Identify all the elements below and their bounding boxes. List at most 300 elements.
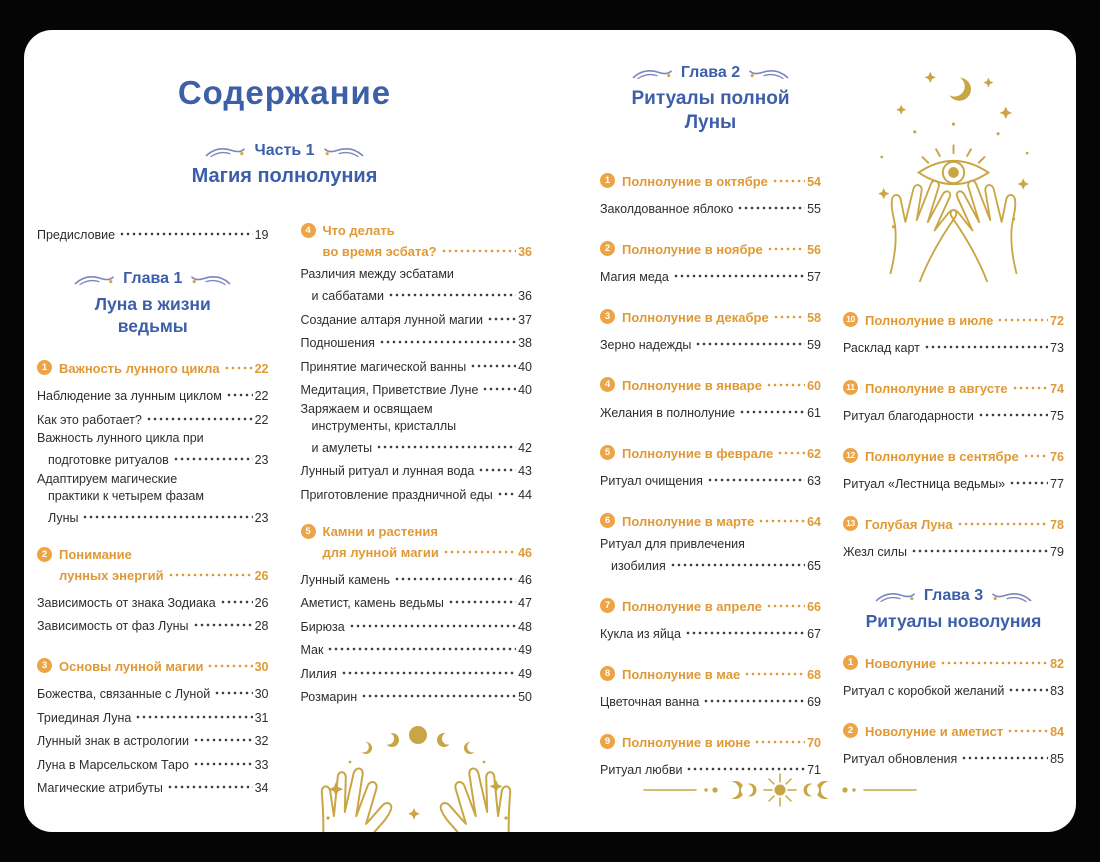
section-number-badge: 1 [600, 173, 615, 188]
page-number: 42 [518, 440, 532, 455]
section-number-badge: 1 [843, 655, 858, 670]
section-number-badge: 5 [301, 524, 316, 539]
dot-leader [193, 728, 253, 745]
hands-eye-moon-illustration [843, 64, 1064, 282]
page-number: 61 [807, 406, 821, 420]
dot-leader [394, 567, 516, 584]
dot-leader [758, 509, 805, 526]
page-number: 33 [254, 757, 269, 772]
dot-leader [777, 441, 805, 458]
flourish-icon [74, 273, 114, 286]
toc-text: Полнолуние в июле [865, 313, 994, 328]
toc-text: Триединая Луна [37, 710, 132, 725]
page-number: 83 [1050, 684, 1064, 698]
toc-text: Полнолуние в октябре [622, 174, 768, 189]
page-number: 26 [254, 568, 269, 583]
toc-text: Лунный ритуал и лунная вода [300, 464, 475, 478]
toc-entry [37, 613, 269, 635]
page-number: 22 [254, 362, 269, 376]
chapter-header [37, 270, 269, 337]
toc-entry [301, 377, 533, 399]
page-number: 66 [807, 600, 821, 614]
page-number: 54 [807, 175, 821, 189]
toc-section-title [600, 441, 821, 463]
toc-entry [301, 458, 533, 480]
moon-sun-divider-ornament [640, 766, 920, 819]
toc-text: Приготовление праздничной еды [300, 487, 493, 502]
toc-text: лунных энергий [59, 567, 164, 583]
toc-entry [843, 539, 1064, 561]
dot-leader [193, 752, 253, 769]
toc-text: подготовке ритуалов [48, 453, 169, 467]
toc-text: Как это работает? [37, 412, 142, 427]
page-number: 71 [807, 763, 821, 777]
toc-text: изобилия [611, 559, 666, 573]
dot-leader [773, 305, 805, 322]
section-number-badge: 3 [37, 658, 52, 673]
toc-entry [600, 196, 821, 218]
toc-section-title [600, 594, 821, 616]
left-page [24, 30, 550, 832]
page-number: 59 [807, 338, 821, 352]
toc-entry [37, 383, 269, 405]
toc-text: Аметист, камень ведьмы [300, 596, 444, 610]
part-title: Магия полнолуния [191, 165, 378, 187]
dot-leader [1012, 376, 1048, 393]
section-number-badge: 2 [600, 241, 615, 256]
page-number: 84 [1050, 725, 1064, 739]
part-label: Часть 1 [254, 142, 315, 159]
toc-text: Ритуал с коробкой желаний [843, 684, 1005, 698]
toc-text: Зависимость от фаз Луны [37, 619, 189, 633]
toc-text: практики к четырем фазам [48, 488, 204, 503]
toc-text: во время эсбата? [322, 244, 437, 259]
toc-text: Что делать [322, 223, 395, 238]
toc-section-title [843, 308, 1064, 330]
toc-text: Кукла из яйца [600, 627, 681, 641]
page-number: 62 [807, 447, 821, 461]
section-number-badge: 4 [301, 223, 316, 238]
toc-section-title [600, 662, 821, 684]
page-number: 31 [254, 710, 269, 725]
section-number-badge: 3 [600, 309, 615, 324]
page-number: 23 [254, 453, 269, 467]
page-number: 68 [807, 668, 821, 682]
chapter-header [843, 587, 1064, 632]
toc-text: Полнолуние в сентябре [865, 449, 1019, 464]
chapter-title: Луна в жизни ведьмы [94, 294, 211, 336]
toc-text: Лунный знак в астрологии [37, 734, 189, 748]
dot-leader [327, 637, 516, 654]
page-number: 65 [807, 559, 821, 573]
dot-leader [1009, 471, 1048, 488]
toc-entry [843, 746, 1064, 768]
dot-leader [168, 563, 253, 580]
dot-leader [478, 458, 516, 475]
toc-section-title [600, 169, 821, 191]
toc-text: и амулеты [311, 440, 373, 455]
toc-section-title [843, 376, 1064, 398]
page-number: 73 [1050, 341, 1064, 355]
toc-entry [600, 264, 821, 286]
toc-text: Божества, связанные с Луной [37, 687, 211, 701]
toc-entry [301, 637, 533, 659]
toc-entry [843, 678, 1064, 700]
toc-text: Цветочная ванна [600, 695, 700, 709]
page-number: 47 [518, 596, 532, 610]
page-number: 67 [807, 627, 821, 641]
toc-text: Мак [300, 643, 324, 657]
toc-entry [301, 307, 533, 329]
toc-text: Расклад карт [843, 341, 920, 355]
toc-title: Содержание [177, 74, 392, 111]
toc-text: Жезл силы [843, 545, 907, 559]
section-number-badge: 11 [843, 380, 858, 395]
page-number: 50 [518, 690, 532, 704]
toc-entry [301, 614, 533, 636]
toc-text: и саббатами [311, 289, 384, 303]
dot-leader [146, 407, 253, 424]
toc-entry [37, 752, 269, 774]
flourish-icon [205, 145, 245, 158]
page-number: 72 [1050, 314, 1064, 328]
dot-leader [82, 505, 252, 522]
section-number-badge: 1 [37, 360, 52, 375]
section-number-badge: 5 [600, 445, 615, 460]
toc-text: Новолуние и аметист [865, 724, 1004, 739]
toc-text: Наблюдение за лунным циклом [37, 389, 222, 403]
toc-entry [301, 590, 533, 612]
section-number-badge: 13 [843, 516, 858, 531]
flourish-icon [992, 590, 1032, 603]
toc-entry [301, 684, 533, 706]
page-number: 36 [518, 245, 532, 259]
dot-leader [766, 594, 805, 611]
toc-section-title [600, 305, 821, 327]
toc-text: Лилия [300, 666, 337, 681]
dot-leader [226, 383, 253, 400]
dot-leader [207, 654, 252, 671]
dot-leader [448, 590, 516, 607]
section-number-badge: 7 [600, 598, 615, 613]
toc-entry [37, 407, 269, 429]
page-number: 78 [1050, 518, 1064, 532]
toc-text: для лунной магии [322, 544, 439, 560]
flourish-icon [191, 273, 231, 286]
toc-text: Адаптируем магические [37, 471, 178, 486]
toc-entry [301, 661, 533, 683]
section-number-badge: 2 [843, 723, 858, 738]
dot-leader [957, 512, 1049, 529]
toc-text: Ритуал любви [600, 763, 683, 777]
toc-text: Ритуал благодарности [843, 409, 974, 423]
dot-leader [173, 447, 253, 464]
toc-text: Полнолуние в январе [622, 378, 762, 393]
chapter-label: Глава 1 [123, 270, 183, 287]
toc-text: Желания в полнолуние [600, 406, 736, 420]
part-header [37, 142, 532, 188]
dot-leader [737, 196, 805, 213]
page-number: 76 [1050, 450, 1064, 464]
toc-column-left-2 [301, 222, 533, 832]
dot-leader [167, 775, 253, 792]
page-number: 46 [518, 545, 532, 560]
dot-leader [349, 614, 516, 631]
toc-column-left-1 [37, 222, 269, 832]
flourish-icon [749, 67, 789, 80]
flourish-icon [324, 145, 364, 158]
toc-section-title [301, 523, 533, 562]
page-number: 26 [254, 595, 269, 610]
page-number: 38 [518, 336, 532, 350]
dot-leader [361, 684, 516, 701]
toc-column-right-1 [600, 64, 821, 781]
dot-leader [767, 237, 805, 254]
toc-text: Ритуал «Лестница ведьмы» [843, 477, 1006, 491]
chapter-title: Ритуалы полной Луны [631, 88, 790, 133]
toc-text: Принятие магической ванны [300, 359, 467, 374]
toc-text: Полнолуние в августе [865, 381, 1008, 396]
toc-text: Различия между эсбатами [300, 267, 454, 281]
toc-text: Розмарин [300, 690, 358, 704]
chapter-header [600, 64, 821, 135]
page-number: 32 [254, 734, 269, 748]
toc-text: Понимание [59, 546, 132, 562]
dot-leader [670, 553, 805, 570]
chapter-label: Глава 2 [680, 64, 741, 81]
page-number: 55 [807, 202, 821, 216]
toc-column-right-2 [843, 64, 1064, 781]
dot-leader [940, 651, 1048, 668]
chapter-title: Ритуалы новолуния [865, 611, 1042, 631]
section-number-badge: 8 [600, 666, 615, 681]
toc-text: Полнолуние в ноябре [622, 242, 763, 257]
dot-leader [341, 661, 516, 678]
toc-text: Создание алтаря лунной магии [300, 312, 484, 327]
toc-text: Заряжаем и освящаем [300, 401, 433, 416]
page-number: 19 [254, 228, 269, 242]
toc-entry [37, 430, 269, 469]
chapter-label: Глава 3 [923, 587, 984, 604]
page-number: 30 [254, 687, 269, 701]
dot-leader [388, 283, 516, 300]
dot-leader [487, 307, 516, 324]
toc-entry [37, 222, 269, 244]
toc-text: Зависимость от знака Зодиака [37, 595, 216, 610]
page-number: 70 [807, 736, 821, 750]
toc-section-title [600, 373, 821, 395]
page-number: 58 [807, 311, 821, 325]
dot-leader [1008, 678, 1048, 695]
dot-leader [766, 373, 805, 390]
toc-text: Камни и растения [322, 523, 438, 539]
toc-entry [37, 681, 269, 703]
toc-entry [301, 567, 533, 589]
section-number-badge: 6 [600, 513, 615, 528]
toc-section-title [843, 444, 1064, 466]
page-number: 79 [1050, 545, 1064, 559]
toc-text: Полнолуние в феврале [622, 446, 774, 461]
dot-leader [441, 239, 517, 256]
toc-section-title [843, 512, 1064, 534]
toc-text: Полнолуние в марте [622, 514, 755, 529]
dot-leader [685, 621, 805, 638]
page-number: 57 [807, 270, 821, 284]
page-number: 63 [807, 474, 821, 488]
toc-entry [301, 482, 533, 504]
toc-text: Бирюза [300, 619, 345, 634]
page-number: 75 [1050, 409, 1064, 423]
toc-text: Заколдованное яблоко [600, 202, 734, 216]
page-number: 43 [518, 464, 532, 478]
page-number: 64 [807, 515, 821, 529]
toc-entry [600, 689, 821, 711]
toc-text: Подношения [300, 336, 375, 350]
toc-entry [37, 590, 269, 612]
dot-leader [754, 730, 805, 747]
page-number: 74 [1050, 382, 1064, 396]
toc-text: Новолуние [865, 656, 937, 671]
page-number: 37 [518, 312, 532, 327]
toc-entry [600, 400, 821, 422]
toc-section-title [37, 654, 269, 676]
dot-leader [961, 746, 1048, 763]
toc-text: Медитация, Приветствие Луне [300, 383, 479, 397]
toc-section-title [600, 237, 821, 259]
toc-text: Луны [48, 510, 79, 525]
dot-leader [214, 681, 252, 698]
dot-leader [924, 335, 1048, 352]
dot-leader [707, 468, 805, 485]
toc-entry [600, 621, 821, 643]
toc-text: Предисловие [37, 228, 116, 242]
dot-leader [119, 222, 252, 239]
toc-section-title [37, 356, 269, 378]
dot-leader [978, 403, 1048, 420]
section-number-badge: 9 [600, 734, 615, 749]
toc-section-title [37, 546, 269, 585]
dot-leader [1023, 444, 1048, 461]
dot-leader [379, 330, 516, 347]
page-number: 60 [807, 379, 821, 393]
toc-entry [600, 332, 821, 354]
page-number: 40 [518, 359, 532, 374]
right-page [550, 30, 1076, 832]
dot-leader [376, 435, 516, 452]
dot-leader [739, 400, 805, 417]
flourish-icon [875, 590, 915, 603]
page-number: 22 [254, 412, 269, 427]
toc-text: Ритуал для привлечения [600, 537, 745, 551]
toc-text: инструменты, кристаллы [311, 418, 457, 433]
toc-text: Магические атрибуты [37, 781, 163, 795]
page-number: 85 [1050, 752, 1064, 766]
toc-entry [301, 266, 533, 305]
toc-text: Лунный камень [300, 572, 390, 587]
page-number: 77 [1050, 477, 1064, 491]
toc-section-title [301, 222, 533, 261]
toc-text: Полнолуние в июне [622, 735, 751, 750]
toc-entry [301, 401, 533, 457]
hands-moon-phases-illustration [301, 722, 533, 832]
toc-entry [600, 468, 821, 490]
page-number: 46 [518, 572, 532, 587]
dot-leader [497, 482, 516, 499]
toc-entry [37, 728, 269, 750]
dot-leader [443, 540, 516, 557]
page-number: 48 [518, 619, 532, 634]
toc-text: Ритуал очищения [600, 474, 703, 488]
dot-leader [135, 705, 252, 722]
page-number: 44 [518, 487, 532, 502]
toc-entry [843, 335, 1064, 357]
toc-text: Луна в Марсельском Таро [37, 757, 189, 772]
toc-text: Полнолуние в мае [622, 667, 741, 682]
toc-entry [301, 354, 533, 376]
toc-text: Основы лунной магии [59, 659, 204, 674]
dot-leader [482, 377, 516, 394]
page-number: 30 [254, 660, 269, 674]
toc-text: Зерно надежды [600, 338, 692, 352]
page-number: 82 [1050, 657, 1064, 671]
dot-leader [1007, 719, 1048, 736]
toc-text: Важность лунного цикла [59, 361, 220, 376]
section-number-badge: 10 [843, 312, 858, 327]
dot-leader [911, 539, 1048, 556]
page-number: 22 [254, 389, 269, 403]
toc-entry [37, 471, 269, 527]
toc-section-title [843, 651, 1064, 673]
dot-leader [220, 590, 253, 607]
page-number: 49 [518, 643, 532, 657]
page-number: 36 [518, 289, 532, 303]
toc-section-title [843, 719, 1064, 741]
toc-section-title [600, 730, 821, 752]
section-number-badge: 2 [37, 547, 52, 562]
toc-text: Полнолуние в декабре [622, 310, 769, 325]
toc-text: Ритуал обновления [843, 752, 958, 766]
toc-entry [37, 775, 269, 797]
toc-entry [843, 471, 1064, 493]
dot-leader [224, 356, 253, 373]
toc-text: Важность лунного цикла при [37, 431, 204, 445]
book-spread [24, 30, 1076, 832]
dot-leader [193, 613, 253, 630]
toc-entry [843, 403, 1064, 425]
dot-leader [695, 332, 805, 349]
page-number: 56 [807, 243, 821, 257]
page-number: 23 [254, 510, 269, 525]
section-number-badge: 12 [843, 448, 858, 463]
toc-text: Полнолуние в апреле [622, 599, 762, 614]
page-number: 69 [807, 695, 821, 709]
toc-entry [301, 330, 533, 352]
toc-entry [600, 536, 821, 575]
dot-leader [673, 264, 805, 281]
page-number: 49 [518, 666, 532, 681]
dot-leader [744, 662, 805, 679]
toc-text: Голубая Луна [865, 517, 953, 532]
page-number: 34 [254, 781, 269, 795]
toc-text: Магия меда [600, 270, 669, 284]
dot-leader [470, 354, 516, 371]
page-number: 40 [518, 383, 532, 397]
dot-leader [997, 308, 1048, 325]
flourish-icon [632, 67, 672, 80]
dot-leader [703, 689, 805, 706]
section-number-badge: 4 [600, 377, 615, 392]
toc-entry [37, 705, 269, 727]
